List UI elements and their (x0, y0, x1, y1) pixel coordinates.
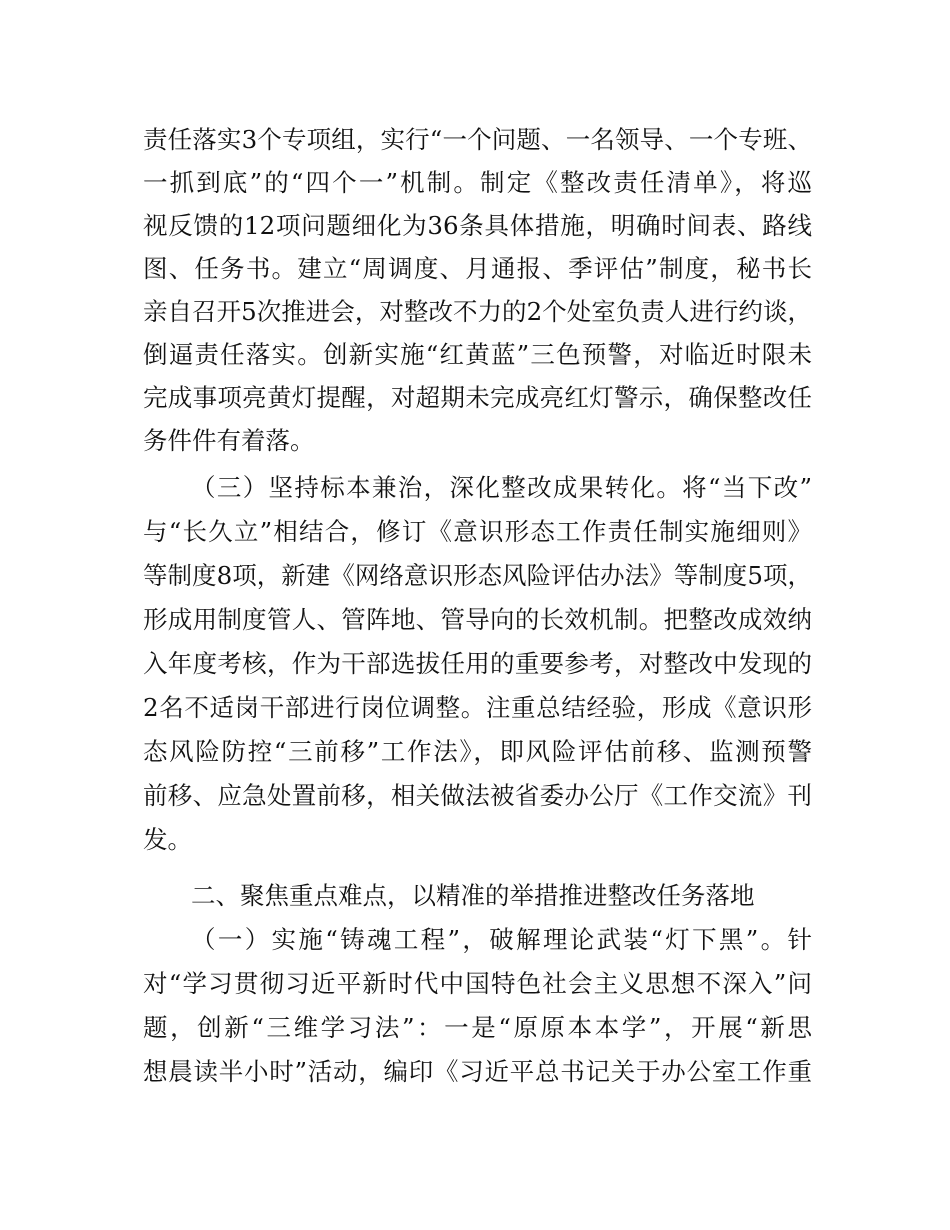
paragraph-line: 对“学习贯彻习近平新时代中国特色社会主义思想不深入”问 (143, 969, 812, 998)
paragraph-line: 发。 (143, 825, 192, 854)
paragraph-line: 责任落实3个专项组，实行“一个问题、一名领导、一个专班、 (143, 125, 812, 154)
paragraph-line: 亲自召开5次推进会，对整改不力的2个处室负责人进行约谈， (143, 297, 812, 326)
paragraph-line: 等制度8项，新建《网络意识形态风险评估办法》等制度5项， (143, 561, 812, 590)
paragraph-line: 想晨读半小时”活动，编印《习近平总书记关于办公室工作重 (143, 1057, 812, 1086)
paragraph-line: 视反馈的12项问题细化为36条具体措施，明确时间表、路线 (143, 211, 812, 240)
paragraph-line: 前移、应急处置前移，相关做法被省委办公厅《工作交流》刊 (143, 781, 812, 810)
paragraph-line: 2名不适岗干部进行岗位调整。注重总结经验，形成《意识形 (143, 693, 812, 722)
paragraph-line: 入年度考核，作为干部选拔任用的重要参考，对整改中发现的 (143, 649, 812, 678)
section-heading: 二、聚焦重点难点，以精准的举措推进整改任务落地 (191, 881, 755, 910)
paragraph-line: 态风险防控“三前移”工作法》，即风险评估前移、监测预警 (143, 737, 812, 766)
paragraph-line: 与“长久立”相结合，修订《意识形态工作责任制实施细则》 (143, 517, 812, 546)
paragraph-line: 倒逼责任落实。创新实施“红黄蓝”三色预警，对临近时限未 (143, 340, 812, 369)
subheading-line: （三）坚持标本兼治，深化整改成果转化。将“当下改” (191, 473, 812, 502)
paragraph-line: 题，创新“三维学习法”：一是“原原本本学”，开展“新思 (143, 1013, 812, 1042)
paragraph-line: 一抓到底”的“四个一”机制。制定《整改责任清单》，将巡 (143, 168, 812, 197)
paragraph-line: 务件件有着落。 (143, 426, 315, 455)
paragraph-line: 完成事项亮黄灯提醒，对超期未完成亮红灯警示，确保整改任 (143, 383, 812, 412)
subheading-line: （一）实施“铸魂工程”，破解理论武装“灯下黑”。针 (191, 925, 812, 954)
paragraph-line: 图、任务书。建立“周调度、月通报、季评估”制度，秘书长 (143, 254, 812, 283)
paragraph-line: 形成用制度管人、管阵地、管导向的长效机制。把整改成效纳 (143, 605, 812, 634)
